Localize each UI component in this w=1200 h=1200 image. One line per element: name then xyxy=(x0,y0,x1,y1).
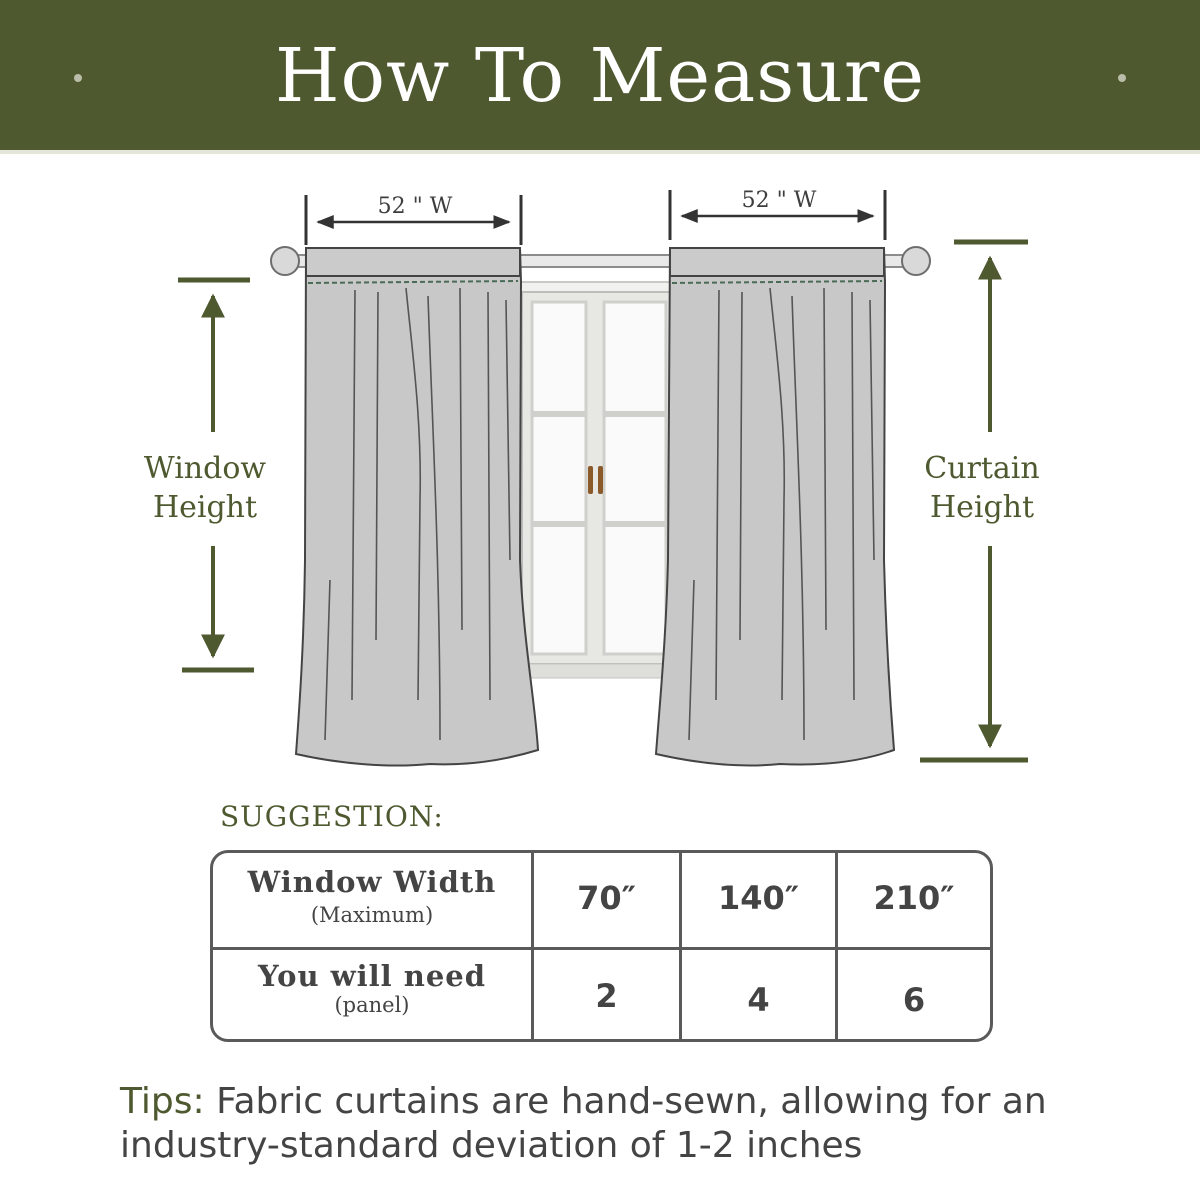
table-row-header xyxy=(213,959,531,1017)
page-title: How To Measure xyxy=(274,33,926,119)
table-divider xyxy=(213,947,990,950)
window-height-label-line-2: Height xyxy=(152,490,258,525)
table-cell: 210″ xyxy=(873,879,955,917)
left-width-label: 52 " W xyxy=(377,194,453,219)
window-width-label: Window Width xyxy=(247,865,497,899)
window-frame xyxy=(512,282,684,678)
right-width-label: 52 " W xyxy=(741,188,817,213)
suggestion-heading: SUGGESTION: xyxy=(220,800,444,833)
table-cell: 140″ xyxy=(717,879,800,917)
right-curtain xyxy=(656,248,894,766)
window-height-label xyxy=(125,449,285,527)
table-cell: 6 xyxy=(902,981,926,1019)
table-cell: 70″ xyxy=(577,879,636,917)
panels-needed-label: You will need xyxy=(257,959,487,993)
curtain-height-label xyxy=(902,449,1062,527)
table-row-header xyxy=(213,865,531,927)
window-height-label-line-1: Window xyxy=(143,451,267,486)
curtain-height-label-line-2: Height xyxy=(929,490,1035,525)
table-cell: 4 xyxy=(747,981,770,1019)
table-cell: 2 xyxy=(595,977,618,1015)
window-width-sublabel: (Maximum) xyxy=(310,903,434,927)
suggestion-table xyxy=(210,850,993,1042)
left-curtain xyxy=(296,248,538,766)
tips-label: Tips: xyxy=(120,1081,205,1122)
tips-note xyxy=(120,1080,1160,1168)
panels-needed-sublabel: (panel) xyxy=(334,993,410,1017)
curtain-height-label-line-1: Curtain xyxy=(924,451,1040,486)
tips-text: Fabric curtains are hand-sewn, allowing for an industry-standard deviation of 1-2 inches xyxy=(120,1081,1047,1166)
